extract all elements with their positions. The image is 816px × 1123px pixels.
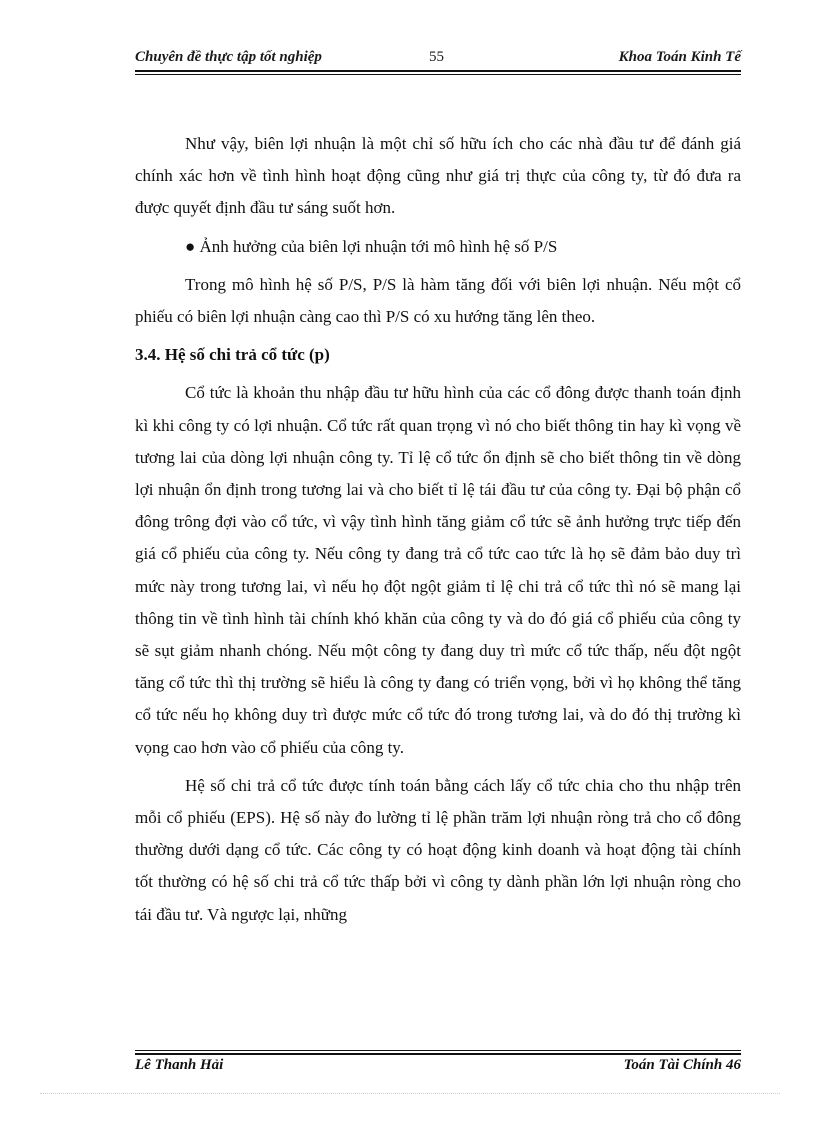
paragraph-profit-margin-summary: Như vậy, biên lợi nhuận là một chỉ số hữu ích cho các nhà đầu tư để đánh giá chính xác hơn về tình hình hoạt động cũng như giá trị thực của công ty, từ đó đưa ra được quyết định đầu tư sáng suốt hơn. xyxy=(135,134,741,218)
footer-class: Toán Tài Chính 46 xyxy=(623,1057,741,1073)
bullet-dot-icon: ● xyxy=(185,236,196,256)
page-bottom-edge xyxy=(40,1093,780,1094)
footer-rule-thin xyxy=(135,1050,741,1051)
page-body xyxy=(135,128,741,931)
header-faculty: Khoa Toán Kinh Tế xyxy=(618,49,741,65)
header-rule-thin xyxy=(135,74,741,75)
footer-author: Lê Thanh Hải xyxy=(135,1057,224,1073)
bullet-item-text: Ảnh hưởng của biên lợi nhuận tới mô hình hệ số P/S xyxy=(199,236,558,256)
paragraph-ps-model: Trong mô hình hệ số P/S, P/S là hàm tăng đối với biên lợi nhuận. Nếu một cổ phiếu có biên lợi nhuận càng cao thì P/S có xu hướng tăng lên theo. xyxy=(135,274,741,327)
header-page-number: 55 xyxy=(429,49,444,65)
page-header xyxy=(135,47,741,71)
section-heading: 3.4. Hệ số chi trả cổ tức (p) xyxy=(135,345,330,365)
page-footer xyxy=(135,1057,741,1081)
header-rule-thick xyxy=(135,70,741,72)
header-document-title: Chuyên đề thực tập tốt nghiệp xyxy=(135,49,322,65)
footer-rule-thick xyxy=(135,1053,741,1055)
paragraph-payout-ratio: Hệ số chi trả cổ tức được tính toán bằng cách lấy cổ tức chia cho thu nhập trên mỗi cổ phiếu (EPS). Hệ số này đo lường tỉ lệ phần trăm lợi nhuận ròng trả cho cổ đông thường dưới dạng cổ tức. Các công ty có hoạt động kinh doanh và hoạt động tài chính tốt thường có hệ số chi trả cổ tức thấp bởi vì công ty dành phần lớn lợi nhuận ròng cho tái đầu tư. Và ngược lại, những xyxy=(135,775,741,924)
paragraph-dividend-intro: Cổ tức là khoản thu nhập đầu tư hữu hình của các cổ đông được thanh toán định kì khi công ty có lợi nhuận. Cổ tức rất quan trọng vì nó cho biết thông tin hay kì vọng về tương lai của dòng lợi nhuận công ty. Tỉ lệ cổ tức ổn định sẽ cho biết thông tin về dòng lợi nhuận ổn định trong tương lai và cho biết tỉ lệ tái đầu tư của công ty. Đại bộ phận cổ đông trông đợi vào cổ tức, vì vậy tình hình tăng giảm cổ tức sẽ ảnh hưởng trực tiếp đến giá cổ phiếu của công ty. Nếu công ty đang trả cổ tức cao tức là họ sẽ đảm bảo duy trì mức này trong tương lai, vì nếu họ đột ngột giảm tỉ lệ chi trả cổ tức thì nó sẽ mang lại thông tin về tình hình tài chính khó khăn của công ty và do đó giá cổ phiếu của công ty sẽ sụt giảm nhanh chóng. Nếu một công ty đang duy trì mức cổ tức thấp, nếu đột ngột tăng cổ tức thì thị trường sẽ hiểu là công ty đang có triển vọng, bởi vì họ không thể tăng cổ tức nếu họ không duy trì được mức cổ tức đó trong tương lai, và do đó thị trường kì vọng cao hơn vào cổ phiếu của công ty. xyxy=(135,383,741,757)
bullet-item xyxy=(135,231,741,263)
